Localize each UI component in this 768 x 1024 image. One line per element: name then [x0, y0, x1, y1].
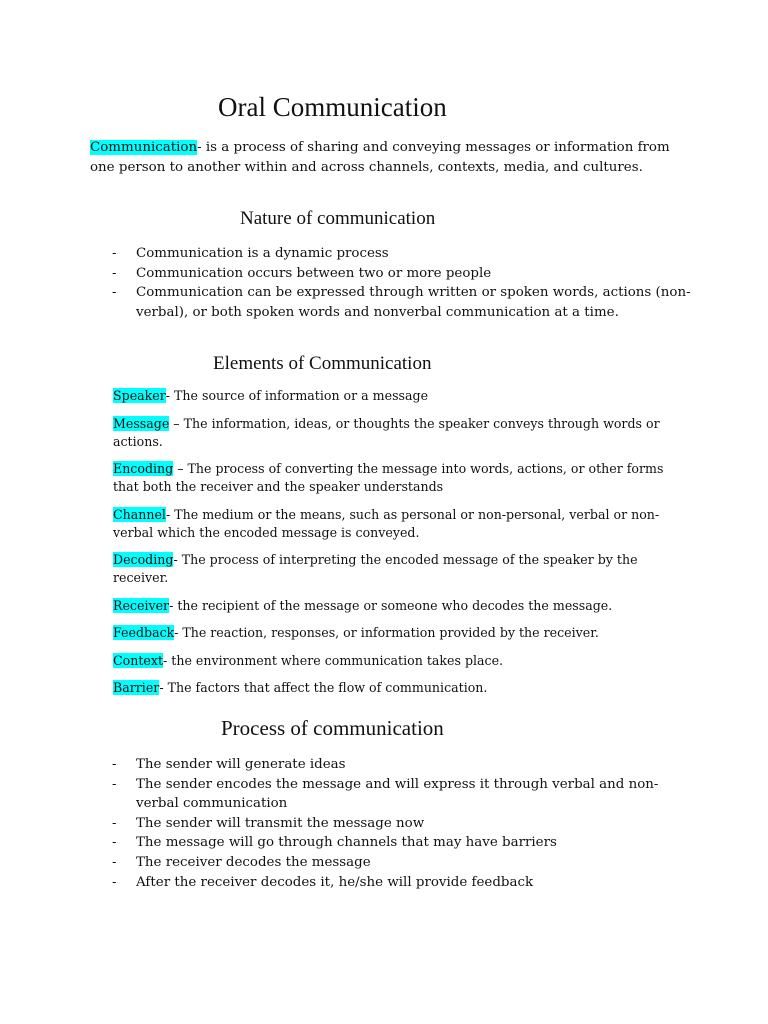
list-item: - The message will go through channels that may have barriers [112, 833, 692, 853]
list-item: - Communication occurs between two or more people [112, 264, 692, 284]
element-item [113, 415, 683, 451]
element-item [113, 652, 683, 670]
element-item [113, 679, 683, 697]
element-item [113, 624, 683, 642]
element-term: Speaker [113, 388, 166, 403]
element-text: - the recipient of the message or someone who decodes the message. [169, 597, 613, 613]
list-item: - After the receiver decodes it, he/she will provide feedback [112, 873, 692, 893]
element-item [113, 551, 683, 587]
element-text: – The process of converting the message into words, actions, or other forms that both the receiver and the speaker understands [113, 461, 664, 494]
element-item [113, 506, 683, 542]
element-term: Context [113, 652, 164, 668]
definition-text: - is a process of sharing and conveying messages or information from one person to another within and across channels, contexts, media, and cultures. [90, 140, 670, 175]
elements-list [113, 387, 683, 697]
element-term: Barrier [113, 680, 160, 695]
element-text: - The medium or the means, such as personal or non-personal, verbal or non-verbal which the encoded message is conveyed. [113, 506, 660, 540]
element-item [113, 597, 683, 615]
element-term: Decoding [113, 552, 174, 567]
element-text: - The process of interpreting the encoded message of the speaker by the receiver. [113, 552, 638, 585]
intro-definition [90, 138, 690, 177]
list-item: - The sender encodes the message and will express it through verbal and non-verbal communication [112, 775, 692, 814]
section-heading-elements: Elements of Communication [213, 353, 432, 374]
list-item: - The sender will generate ideas [112, 755, 692, 775]
list-item: - The sender will transmit the message now [112, 814, 692, 834]
list-item: - Communication can be expressed through written or spoken words, actions (non-verbal), or both spoken words and nonverbal communication at a time. [112, 283, 692, 322]
section-heading-nature: Nature of communication [240, 208, 436, 229]
element-text: - The factors that affect the flow of communication. [159, 680, 488, 695]
element-text: - The source of information or a message [165, 388, 429, 403]
element-term: Encoding [113, 461, 174, 476]
list-item: - Communication is a dynamic process [112, 244, 692, 264]
element-term: Feedback [113, 625, 175, 640]
element-text: - The reaction, responses, or information provided by the receiver. [174, 625, 599, 640]
element-term: Channel [113, 506, 166, 522]
highlighted-term: Communication [90, 140, 198, 155]
page-title: Oral Communication [218, 92, 447, 122]
element-text: – The information, ideas, or thoughts the speaker conveys through words or actions. [113, 415, 660, 449]
element-text: - the environment where communication takes place. [163, 652, 504, 668]
element-item [113, 387, 683, 405]
element-item [113, 460, 683, 496]
nature-list [112, 244, 692, 322]
process-list [112, 755, 692, 892]
list-item: - The receiver decodes the message [112, 853, 692, 873]
section-heading-process: Process of communication [221, 716, 444, 740]
element-term: Receiver [113, 597, 170, 613]
element-term: Message [113, 415, 170, 431]
